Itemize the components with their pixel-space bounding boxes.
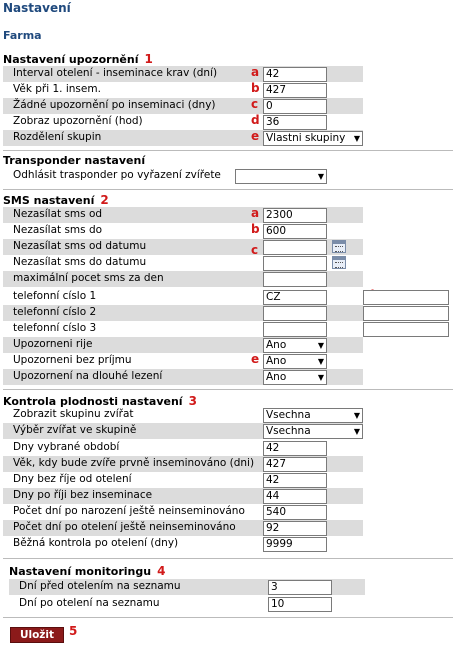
phone-3-input[interactable] — [263, 322, 327, 337]
farm-label: Farma — [3, 29, 42, 42]
row-label: Věk při 1. insem. — [13, 83, 101, 95]
row-label: Upozorneni rije — [13, 338, 93, 350]
row-marker: e — [251, 129, 260, 143]
sms-from-date-input[interactable] — [263, 240, 327, 255]
row-label: Nezasílat sms od — [13, 208, 103, 220]
section-title-text: Transponder nastavení — [3, 154, 146, 167]
row-marker: b — [251, 81, 260, 95]
phone-1-input[interactable]: CZ — [263, 290, 327, 305]
row-marker: e — [251, 352, 260, 366]
page-title: Nastavení — [3, 1, 71, 15]
row-sms-from-date — [3, 239, 363, 255]
row-days-after-calving-on-list — [9, 596, 365, 612]
animal-selection-in-group-select[interactable] — [263, 424, 363, 439]
section-monitoring-title — [9, 564, 165, 578]
row-show-notification-hours — [3, 114, 363, 130]
phone-2-input[interactable] — [263, 306, 327, 321]
section-title-text: SMS nastavení — [3, 194, 95, 207]
row-age-first-insemination-days — [3, 456, 363, 472]
divider — [3, 617, 453, 618]
row-animal-selection-in-group — [3, 423, 363, 439]
row-long-lying-notification — [3, 369, 363, 385]
sms-to-date-input[interactable] — [263, 256, 327, 271]
row-days-after-birth-not-inseminated — [3, 504, 363, 520]
row-phone-2 — [3, 305, 363, 321]
days-after-calving-on-list-input[interactable]: 10 — [268, 597, 332, 612]
row-label: Interval otelení - inseminace krav (dní) — [13, 67, 218, 79]
days-after-calving-not-inseminated-input[interactable]: 92 — [263, 521, 327, 536]
row-heat-notification — [3, 337, 363, 353]
row-sms-to — [3, 223, 363, 239]
section-fertility-title — [3, 394, 197, 408]
row-marker: b — [251, 222, 260, 236]
row-phone-1 — [3, 289, 363, 305]
divider — [3, 189, 453, 190]
row-no-notification-after-insemination — [3, 98, 363, 114]
chevron-down-icon: ▼ — [353, 427, 360, 436]
chevron-down-icon: ▼ — [317, 373, 324, 382]
selected-period-days-input[interactable]: 42 — [263, 441, 327, 456]
row-marker: d — [251, 113, 260, 127]
section-number: 2 — [100, 193, 109, 207]
row-show-animal-group — [3, 407, 363, 423]
row-label: Počet dní po narození ještě neinseminováno — [13, 505, 245, 517]
chevron-down-icon: ▼ — [353, 411, 360, 420]
row-label: Rozdělení skupin — [13, 131, 102, 143]
sms-from-input[interactable]: 2300 — [263, 208, 327, 223]
section-notifications-title — [3, 52, 153, 66]
section-number: 4 — [157, 564, 166, 578]
row-label: maximální pocet sms za den — [13, 272, 164, 284]
select-value: Ano — [266, 371, 287, 383]
row-unregister-transponder — [3, 168, 363, 184]
show-animal-group-select[interactable] — [263, 408, 363, 423]
row-label: Upozornení na dlouhé lezení — [13, 370, 163, 382]
select-value: Vsechna — [266, 409, 311, 421]
section-title-text: Nastavení upozornění — [3, 53, 139, 66]
select-value: Ano — [266, 339, 287, 351]
phone-3-extra-input[interactable] — [363, 322, 449, 337]
row-days-after-calving-not-inseminated — [3, 520, 363, 536]
row-marker: a — [251, 206, 260, 220]
row-calving-insemination-interval — [3, 66, 363, 82]
calendar-icon[interactable] — [332, 256, 346, 269]
days-without-heat-input[interactable]: 42 — [263, 473, 327, 488]
row-label: Zobraz upozornění (hod) — [13, 115, 143, 127]
row-phone-3 — [3, 321, 363, 337]
no-intake-notification-select[interactable] — [263, 354, 327, 369]
row-label: Dní po otelení na seznamu — [19, 597, 160, 609]
age-first-insemination-input[interactable]: 427 — [263, 83, 327, 98]
row-sms-to-date — [3, 255, 363, 271]
row-label: Nezasílat sms do datumu — [13, 256, 147, 268]
section-number: 3 — [188, 394, 197, 408]
age-first-insemination-days-input[interactable]: 427 — [263, 457, 327, 472]
row-label: Upozorneni bez príjmu — [13, 354, 132, 366]
row-label: Dny vybrané období — [13, 441, 120, 453]
section-sms-title — [3, 193, 109, 207]
show-notification-hours-input[interactable]: 36 — [263, 115, 327, 130]
row-label: Odhlásit trasponder po vyřazení zvířete — [13, 169, 221, 181]
long-lying-notification-select[interactable] — [263, 370, 327, 385]
row-marker: a — [251, 65, 260, 79]
select-value: Vlastni skupiny — [266, 132, 346, 144]
row-group-split — [3, 130, 363, 146]
row-selected-period-days — [3, 440, 363, 456]
row-label: telefonní císlo 1 — [13, 290, 97, 302]
divider — [3, 558, 453, 559]
regular-check-after-calving-input[interactable]: 9999 — [263, 537, 327, 552]
row-label: Počet dní po otelení ještě neinseminováno — [13, 521, 236, 533]
calving-insemination-interval-input[interactable]: 42 — [263, 67, 327, 82]
row-label: Nezasílat sms do — [13, 224, 103, 236]
row-max-sms-per-day — [3, 271, 363, 287]
select-value: Ano — [266, 355, 287, 367]
row-label: Nezasílat sms od datumu — [13, 240, 147, 252]
no-notification-after-insemination-input[interactable]: 0 — [263, 99, 327, 114]
row-label: Dní před otelením na seznamu — [19, 580, 181, 592]
days-before-calving-on-list-input[interactable]: 3 — [268, 580, 332, 595]
row-marker: c — [251, 97, 259, 111]
chevron-down-icon: ▼ — [317, 357, 324, 366]
row-label: Zobrazit skupinu zvířat — [13, 408, 134, 420]
unregister-transponder-select[interactable] — [235, 169, 327, 184]
section-transponder-title — [3, 154, 145, 167]
row-label: telefonní císlo 2 — [13, 306, 97, 318]
section-title-text: Nastavení monitoringu — [9, 565, 152, 578]
group-split-select[interactable] — [263, 131, 363, 146]
select-value: Vsechna — [266, 425, 311, 437]
row-label: Věk, kdy bude zvíře prvně inseminováno (dni) — [13, 457, 255, 469]
heat-notification-select[interactable] — [263, 338, 327, 353]
sms-to-input[interactable]: 600 — [263, 224, 327, 239]
phone-2-extra-input[interactable] — [363, 306, 449, 321]
row-days-without-heat — [3, 472, 363, 488]
chevron-down-icon: ▼ — [353, 134, 360, 143]
max-sms-per-day-input[interactable] — [263, 272, 327, 287]
row-sms-from — [3, 207, 363, 223]
row-label: Dny po říji bez inseminace — [13, 489, 153, 501]
row-regular-check-after-calving — [3, 536, 363, 552]
row-days-after-heat-no-insemination — [3, 488, 363, 504]
days-after-heat-no-insemination-input[interactable]: 44 — [263, 489, 327, 504]
row-marker: c — [251, 243, 259, 257]
row-label: Žádné upozornění po inseminaci (dny) — [13, 99, 216, 111]
calendar-icon[interactable] — [332, 240, 346, 253]
section-title-text: Kontrola plodnosti nastavení — [3, 395, 183, 408]
row-label: telefonní císlo 3 — [13, 322, 97, 334]
row-age-first-insemination — [3, 82, 363, 98]
row-label: Dny bez říje od otelení — [13, 473, 132, 485]
row-no-intake-notification — [3, 353, 363, 369]
phone-1-extra-input[interactable] — [363, 290, 449, 305]
days-after-birth-not-inseminated-input[interactable]: 540 — [263, 505, 327, 520]
divider — [3, 150, 453, 151]
row-label: Běžná kontrola po otelení (dny) — [13, 537, 179, 549]
save-button[interactable]: Uložit — [10, 627, 64, 643]
chevron-down-icon: ▼ — [317, 341, 324, 350]
row-days-before-calving-on-list — [9, 579, 365, 595]
chevron-down-icon: ▼ — [317, 172, 324, 181]
divider — [3, 389, 453, 390]
row-label: Výběr zvířat ve skupině — [13, 424, 137, 436]
section-number: 1 — [144, 52, 153, 66]
section-number: 5 — [69, 624, 78, 638]
